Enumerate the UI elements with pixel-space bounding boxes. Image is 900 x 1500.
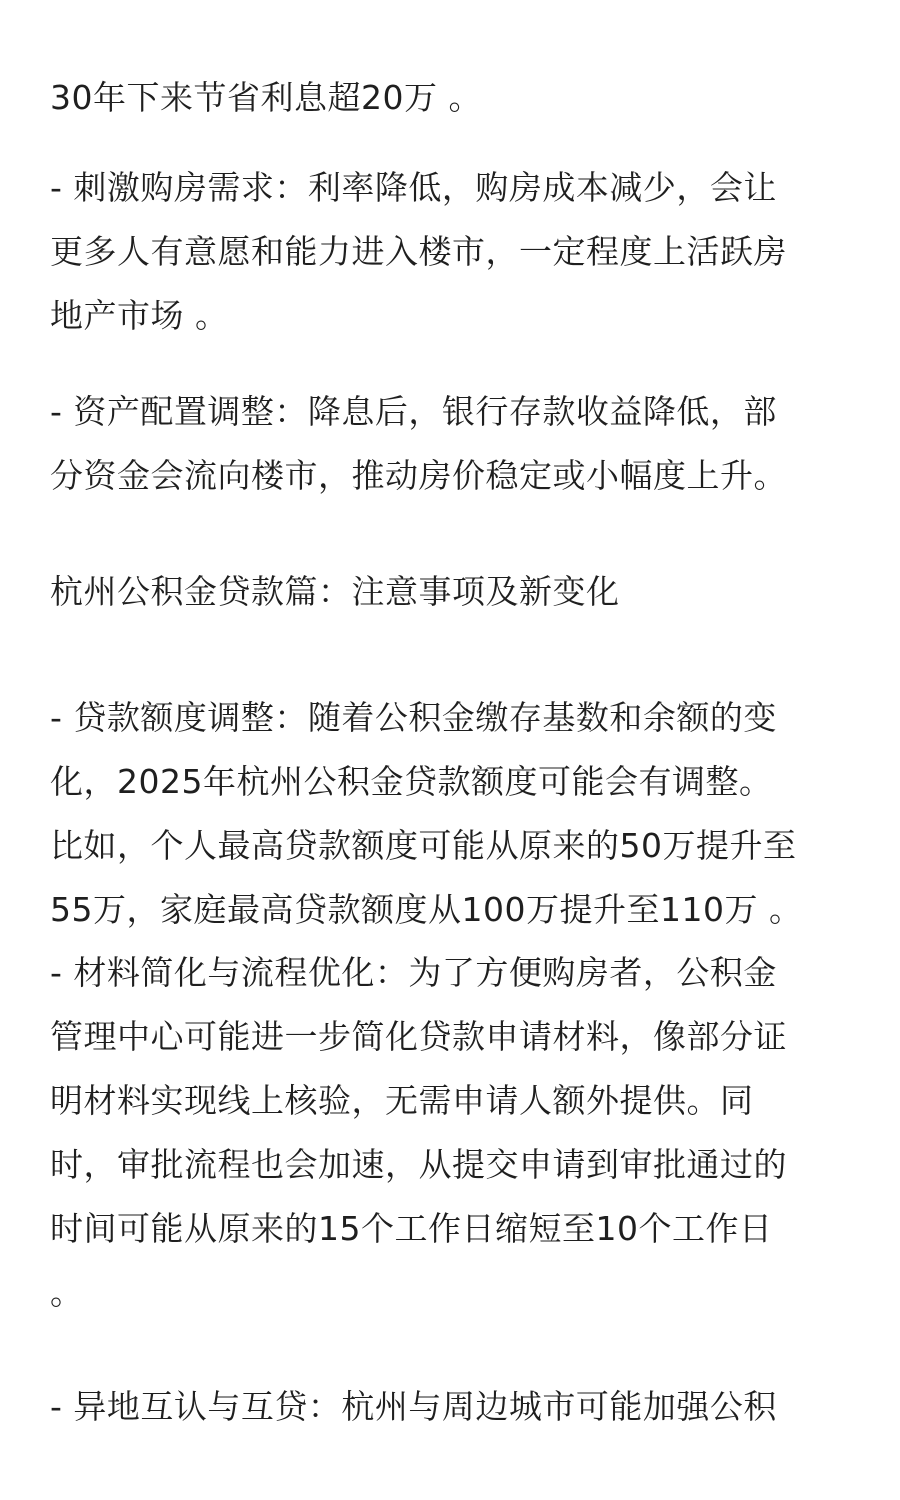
text-line: 分资金会流向楼市，推动房价稳定或小幅度上升。 [50, 456, 787, 495]
section-heading [50, 560, 855, 624]
text-line: 化，2025年杭州公积金贷款额度可能会有调整。 [50, 762, 773, 801]
text-line: 时间可能从原来的15个工作日缩短至10个工作日 [50, 1209, 773, 1248]
text-line: 更多人有意愿和能力进入楼市，一定程度上活跃房 [50, 232, 787, 271]
text-line: 。 [50, 1273, 84, 1312]
paragraph-process-optimization [50, 941, 855, 1325]
paragraph-loan-limit [50, 686, 855, 942]
paragraph-asset-allocation [50, 380, 855, 508]
paragraph-cross-region-loans [50, 1375, 855, 1439]
text-line: 比如，个人最高贷款额度可能从原来的50万提升至 [50, 826, 797, 865]
text-line: 55万，家庭最高贷款额度从100万提升至110万 。 [50, 890, 803, 929]
text-line: 时，审批流程也会加速，从提交申请到审批通过的 [50, 1145, 787, 1184]
text-line: - 材料简化与流程优化：为了方便购房者，公积金 [50, 953, 777, 992]
paragraph-stimulate-demand [50, 156, 855, 348]
text-line: 明材料实现线上核验，无需申请人额外提供。同 [50, 1081, 754, 1120]
text-line: - 资产配置调整：降息后，银行存款收益降低，部 [50, 392, 777, 431]
text-line: - 刺激购房需求：利率降低，购房成本减少，会让 [50, 168, 777, 207]
text-line: 30年下来节省利息超20万 。 [50, 78, 482, 117]
text-line: 地产市场 。 [50, 296, 229, 335]
text-line: 管理中心可能进一步简化贷款申请材料，像部分证 [50, 1017, 787, 1056]
paragraph-interest-savings [50, 66, 855, 130]
text-line: 杭州公积金贷款篇：注意事项及新变化 [50, 572, 620, 611]
text-line: - 贷款额度调整：随着公积金缴存基数和余额的变 [50, 698, 777, 737]
text-line: - 异地互认与互贷：杭州与周边城市可能加强公积 [50, 1387, 777, 1426]
